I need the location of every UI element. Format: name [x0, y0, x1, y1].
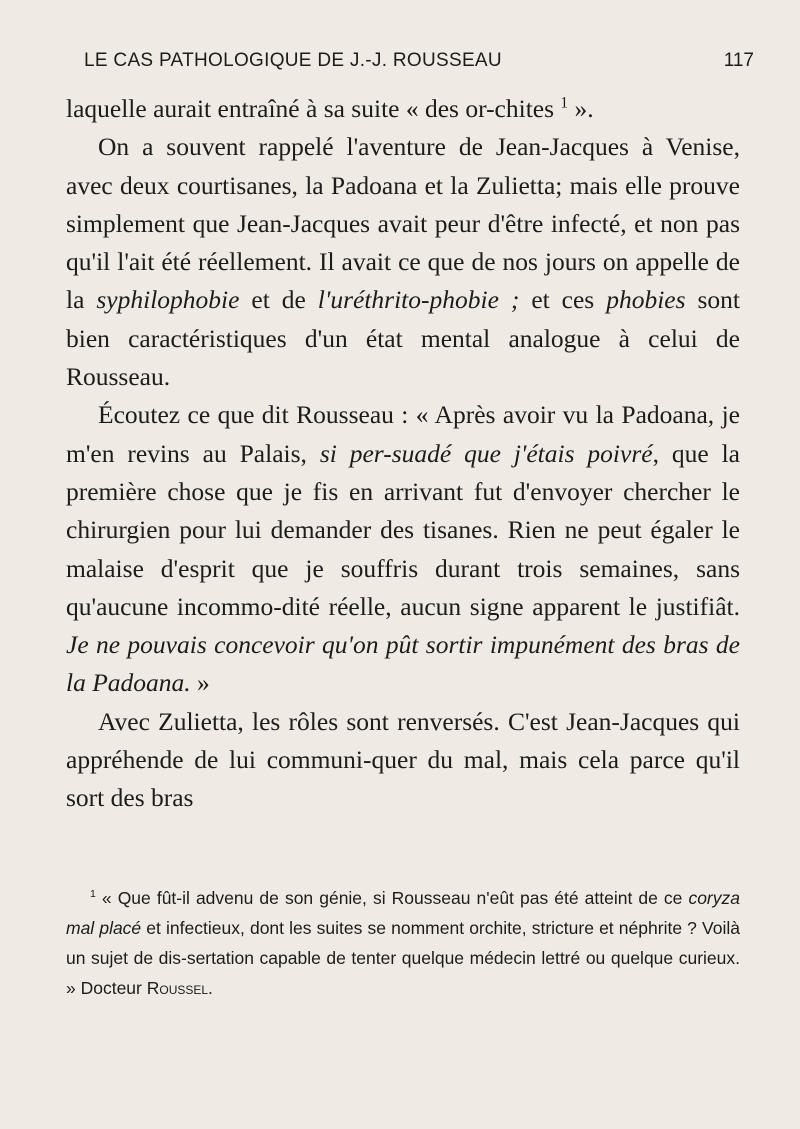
- body-text: [66, 90, 740, 818]
- footnote: [66, 883, 740, 1003]
- paragraph-4-text: Avec Zulietta, les rôles sont renversés. C'est Jean-Jacques qui appréhende de lui communi-quer du mal, mais cela parce qu'il sort des bras: [66, 706, 740, 813]
- paragraph-1-text: laquelle aurait entraîné à sa suite « des or-chites: [66, 94, 561, 123]
- page-header: [70, 50, 758, 80]
- paragraph-2-part1: On a souvent rappelé l'aventure de Jean-Jacques à Venise, avec deux courtisanes, la Padoana et la Zulietta; mais elle prouve simplement que Jean-Jacques avait peur d'être infecté, et non pas qu'il l'ait été réellement. Il avait ce que de nos jours on appelle de la: [66, 132, 740, 315]
- footnote-number: 1: [90, 888, 96, 901]
- footnote-reference: 1: [560, 94, 569, 112]
- paragraph-3: [66, 396, 740, 702]
- paragraph-2-italic3: phobies: [606, 285, 686, 315]
- paragraph-3-italic1: si per-suadé que j'étais poivré: [319, 438, 653, 468]
- paragraph-3-italic2: Je ne pouvais concevoir qu'on pût sortir impunément des bras de la Padoana.: [66, 630, 740, 698]
- paragraph-1-tail: ».: [568, 94, 594, 123]
- footnote-italic: coryza mal placé: [66, 888, 740, 938]
- paragraph-2-part3: et ces: [519, 285, 607, 315]
- paragraph-4: [66, 703, 740, 818]
- footnote-author: Roussel.: [146, 978, 213, 998]
- page-number: 117: [723, 50, 754, 71]
- paragraph-2-part2: et de: [239, 285, 318, 315]
- footnote-part1: « Que fût-il advenu de son génie, si Rousseau n'eût pas été atteint de ce: [95, 888, 689, 908]
- paragraph-3-part2: , que la première chose que je fis en arrivant fut d'envoyer chercher le chirurgien pour lui demander des tisanes. Rien ne peut égaler le malaise d'esprit que je souffris durant trois semaines, sans qu'aucune incommo-dité réelle, aucun signe apparent le justifiât.: [66, 438, 741, 621]
- paragraph-1: [66, 90, 740, 128]
- paragraph-2-part4: sont bien caractéristiques d'un état mental analogue à celui de Rousseau.: [66, 285, 740, 392]
- paragraph-2: [66, 128, 740, 396]
- paragraph-3-part1: Écoutez ce que dit Rousseau : « Après avoir vu la Padoana, je m'en revins au Palais,: [66, 400, 740, 468]
- paragraph-2-italic2: l'uréthrito-phobie ;: [317, 285, 520, 315]
- paragraph-3-part3: »: [190, 668, 210, 698]
- running-title: LE CAS PATHOLOGIQUE DE J.-J. ROUSSEAU: [84, 50, 502, 71]
- paragraph-2-italic1: syphilophobie: [96, 285, 240, 315]
- footnote-part2: et infectieux, dont les suites se nomment orchite, stricture et néphrite ? Voilà un sujet de dis-sertation capable de tenter quelque médecin lettré ou quelque curieux. » Docteur: [66, 918, 740, 998]
